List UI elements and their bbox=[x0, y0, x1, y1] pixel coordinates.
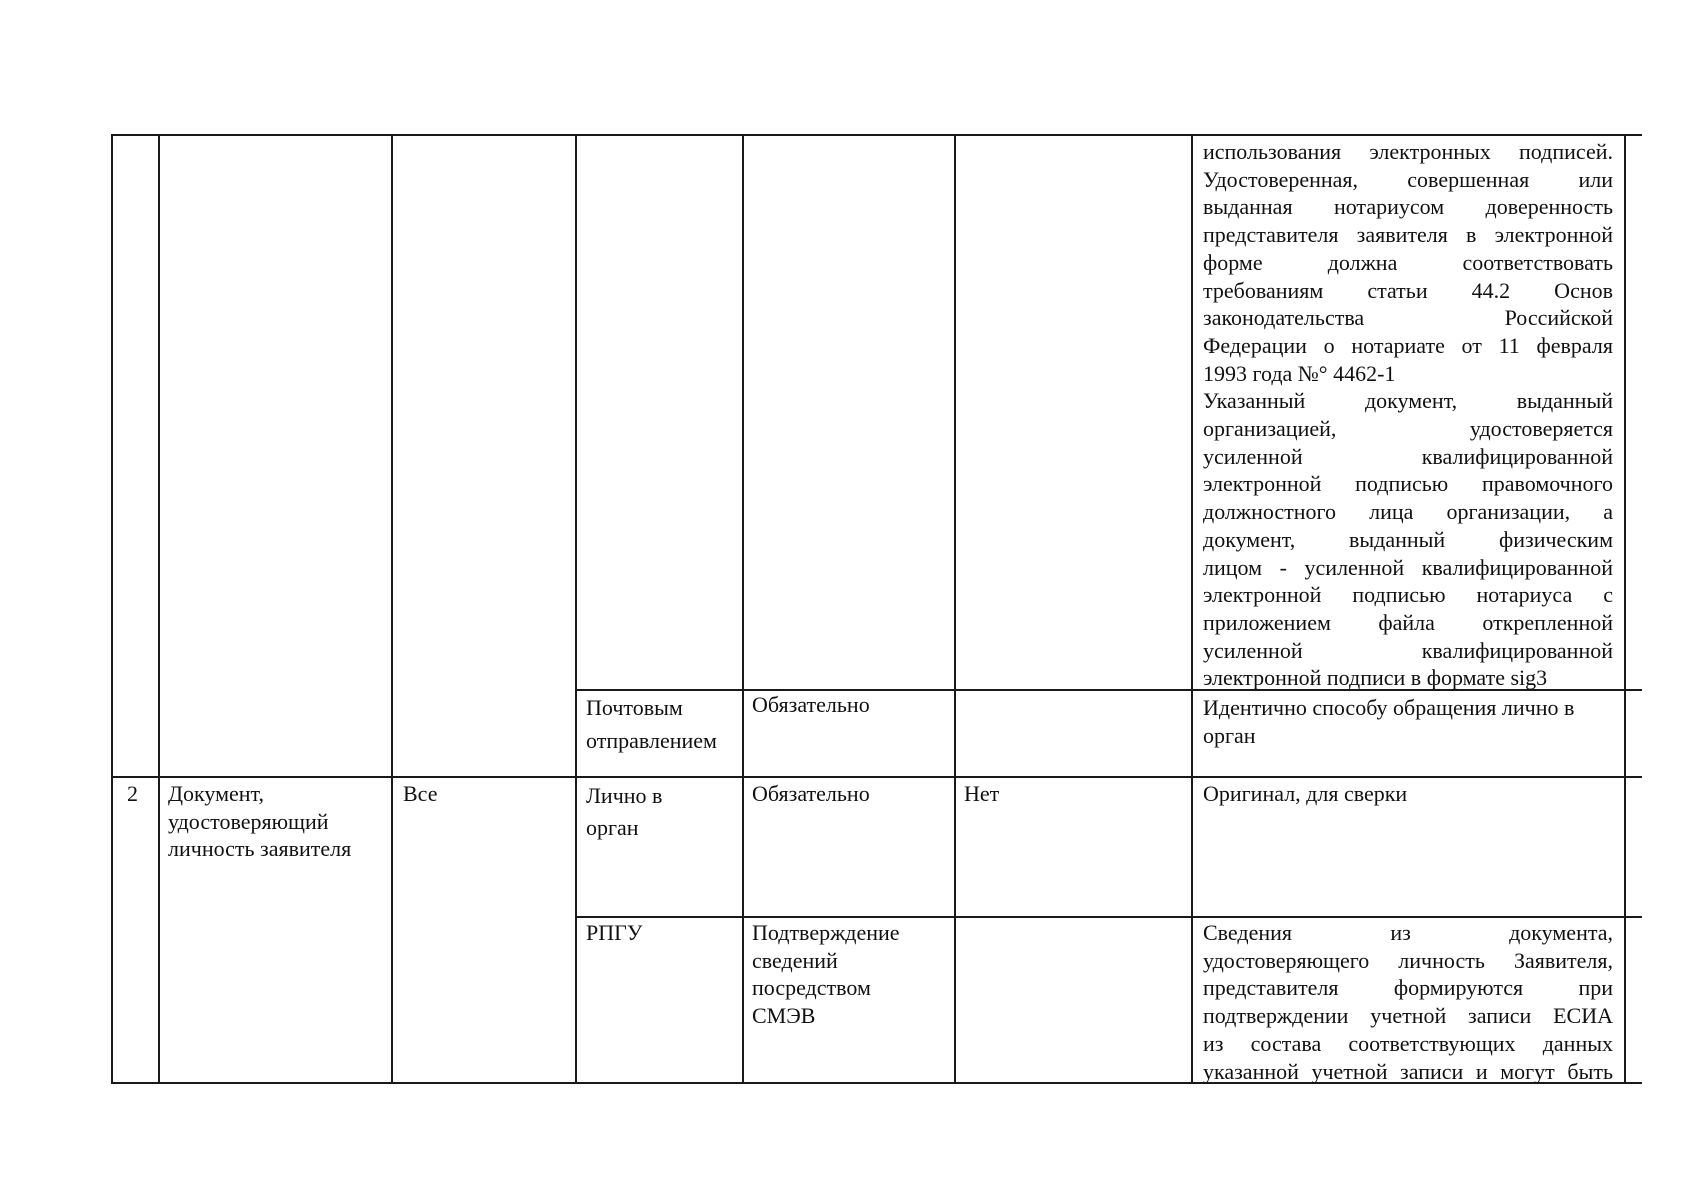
req-line: 1993 года №° 4462-1 bbox=[1203, 360, 1396, 386]
row2-applicants: Все bbox=[403, 781, 438, 806]
req-line: приложением файла открепленной bbox=[1203, 609, 1613, 635]
row2-in-person-status: Обязательно bbox=[752, 781, 870, 806]
req-line: усиленной квалифицированной bbox=[1203, 443, 1613, 469]
req-line: Указанный документ, выданный bbox=[1203, 388, 1613, 414]
rpgu-requirements-cell bbox=[1203, 919, 1613, 1085]
col-border-3 bbox=[575, 134, 577, 1084]
col-border-2 bbox=[391, 134, 393, 1084]
row2-number: 2 bbox=[127, 781, 138, 806]
req-line: требованиям статьи 44.2 Основ bbox=[1203, 277, 1613, 303]
rpgu-row-top-border bbox=[577, 916, 1642, 918]
rpgu-req-line: указанной учетной записи и могут быть bbox=[1203, 1058, 1613, 1084]
postal-requirements-cell: Идентично способу обращения лично в орган bbox=[1203, 695, 1575, 748]
req-line: электронной подписью правомочного bbox=[1203, 471, 1613, 497]
req-line: законодательства Российской bbox=[1203, 305, 1613, 331]
req-line: электронной подписью нотариуса с bbox=[1203, 582, 1613, 608]
rpgu-method-cell: РПГУ bbox=[586, 920, 643, 945]
col-border-6 bbox=[1191, 134, 1193, 1084]
table-top-border bbox=[111, 134, 1642, 136]
req-line: Удостоверенная, совершенная или bbox=[1203, 166, 1613, 192]
row2-in-person-method: Лично в орган bbox=[586, 783, 663, 840]
rpgu-status-cell: Подтверждение сведений посредством СМЭВ bbox=[752, 920, 900, 1029]
req-line: усиленной квалифицированной bbox=[1203, 637, 1613, 663]
col-border-1 bbox=[158, 134, 160, 1084]
req-line: представителя заявителя в электронной bbox=[1203, 222, 1613, 248]
row2-return-flag: Нет bbox=[964, 781, 1000, 806]
rpgu-req-line: удостоверяющего личность Заявителя, bbox=[1203, 947, 1613, 973]
rpgu-req-line: Сведения из документа, bbox=[1203, 920, 1613, 945]
col-border-7 bbox=[1624, 134, 1626, 1084]
req-line: форме должна соответствовать bbox=[1203, 249, 1613, 275]
req-line: должностного лица организации, а bbox=[1203, 499, 1613, 525]
rpgu-req-line: из состава соответствующих данных bbox=[1203, 1030, 1613, 1056]
req-line: выданная нотариусом доверенность bbox=[1203, 194, 1613, 220]
postal-method-cell: Почтовым отправлением bbox=[586, 695, 717, 753]
req-line: использования электронных подписей. bbox=[1203, 139, 1613, 164]
rpgu-req-line: подтверждении учетной записи ЕСИА bbox=[1203, 1003, 1613, 1029]
req-line: документ, выданный физическим bbox=[1203, 526, 1613, 552]
row2-in-person-requirements: Оригинал, для сверки bbox=[1203, 781, 1408, 806]
req-line: лицом - усиленной квалифицированной bbox=[1203, 554, 1613, 580]
rpgu-req-line: представителя формируются при bbox=[1203, 975, 1613, 1001]
col-border-4 bbox=[742, 134, 744, 1084]
req-line: электронной подписи в формате sig3 bbox=[1203, 665, 1548, 691]
postal-status-cell: Обязательно bbox=[752, 692, 870, 717]
req-line: Федерации о нотариате от 11 февраля bbox=[1203, 332, 1613, 358]
col-border-5 bbox=[954, 134, 956, 1084]
req-line: организацией, удостоверяется bbox=[1203, 416, 1613, 442]
continuation-requirements-cell bbox=[1203, 138, 1613, 692]
col-border-0 bbox=[111, 134, 113, 1084]
row2-top-border bbox=[111, 776, 1642, 778]
row2-document-name: Документ, удостоверяющий личность заявителя bbox=[168, 781, 352, 862]
